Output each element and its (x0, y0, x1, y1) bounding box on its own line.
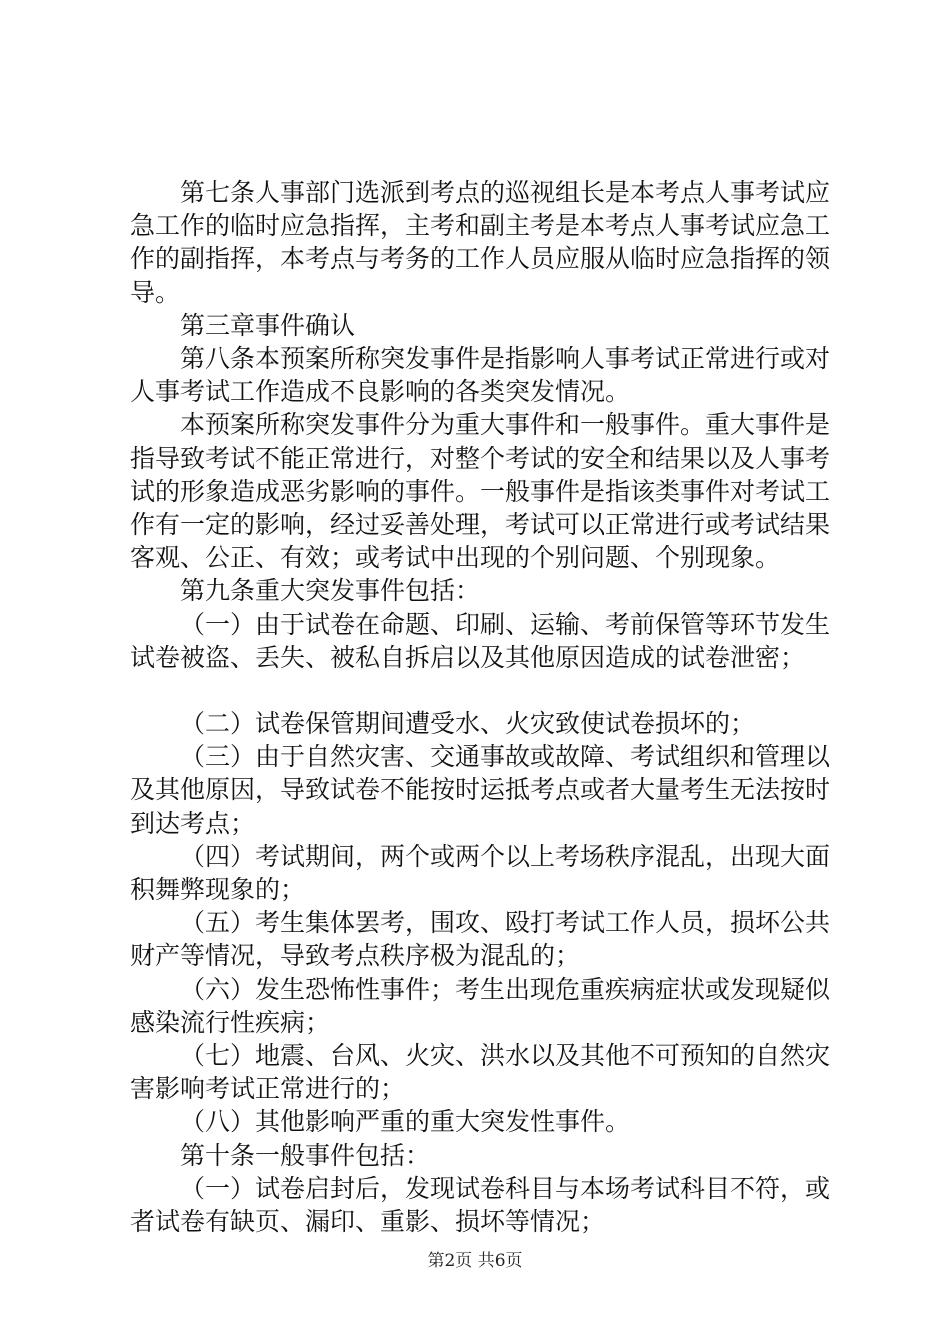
paragraph-event-classification: 本预案所称突发事件分为重大事件和一般事件。重大事件是指导致考试不能正常进行，对整个考试的安全和结果以及人事考试的形象造成恶劣影响的事件。一般事件是指该类事件对考试工作有一定的影响，经过妥善处理，考试可以正常进行或考试结果客观、公正、有效；或考试中出现的个别问题、个别现象。 (130, 410, 831, 573)
list-item-major-1: （一）由于试卷在命题、印刷、运输、考前保管等环节发生试卷被盗、丢失、被私自拆启以及其他原因造成的试卷泄密； (130, 609, 831, 672)
paragraph-article-10: 第十条一般事件包括： (180, 1140, 431, 1170)
list-item-major-4: （四）考试期间，两个或两个以上考场秩序混乱，出现大面积舞弊现象的； (130, 841, 831, 905)
page-number-footer: 第2页 共6页 (427, 1251, 523, 1271)
list-item-general-1: （一）试卷启封后，发现试卷科目与本场考试科目不符，或者试卷有缺页、漏印、重影、损坏等情况； (130, 1173, 831, 1237)
list-item-major-6: （六）发生恐怖性事件；考生出现危重疾病症状或发现疑似感染流行性疾病； (130, 974, 831, 1037)
list-item-major-8: （八）其他影响严重的重大突发性事件。 (180, 1107, 631, 1137)
paragraph-article-7: 第七条人事部门选派到考点的巡视组长是本考点人事考试应急工作的临时应急指挥，主考和副主考是本考点人事考试应急工作的副指挥，本考点与考务的工作人员应服从临时应急指挥的领导。 (130, 178, 831, 307)
paragraph-article-9: 第九条重大突发事件包括： (180, 576, 481, 606)
list-item-major-5: （五）考生集体罢考，围攻、殴打考试工作人员，损坏公共财产等情况，导致考点秩序极为混乱的； (130, 908, 831, 971)
document-body (130, 176, 830, 1238)
chapter-3-heading: 第三章事件确认 (180, 310, 356, 340)
paragraph-article-8: 第八条本预案所称突发事件是指影响人事考试正常进行或对人事考试工作造成不良影响的各类突发情况。 (130, 344, 831, 407)
list-item-major-2: （二）试卷保管期间遭受水、火灾致使试卷损坏的； (180, 709, 756, 739)
list-item-major-7: （七）地震、台风、火灾、洪水以及其他不可预知的自然灾害影响考试正常进行的； (130, 1041, 831, 1104)
list-item-major-3: （三）由于自然灾害、交通事故或故障、考试组织和管理以及其他原因，导致试卷不能按时运抵考点或者大量考生无法按时到达考点； (130, 742, 831, 838)
